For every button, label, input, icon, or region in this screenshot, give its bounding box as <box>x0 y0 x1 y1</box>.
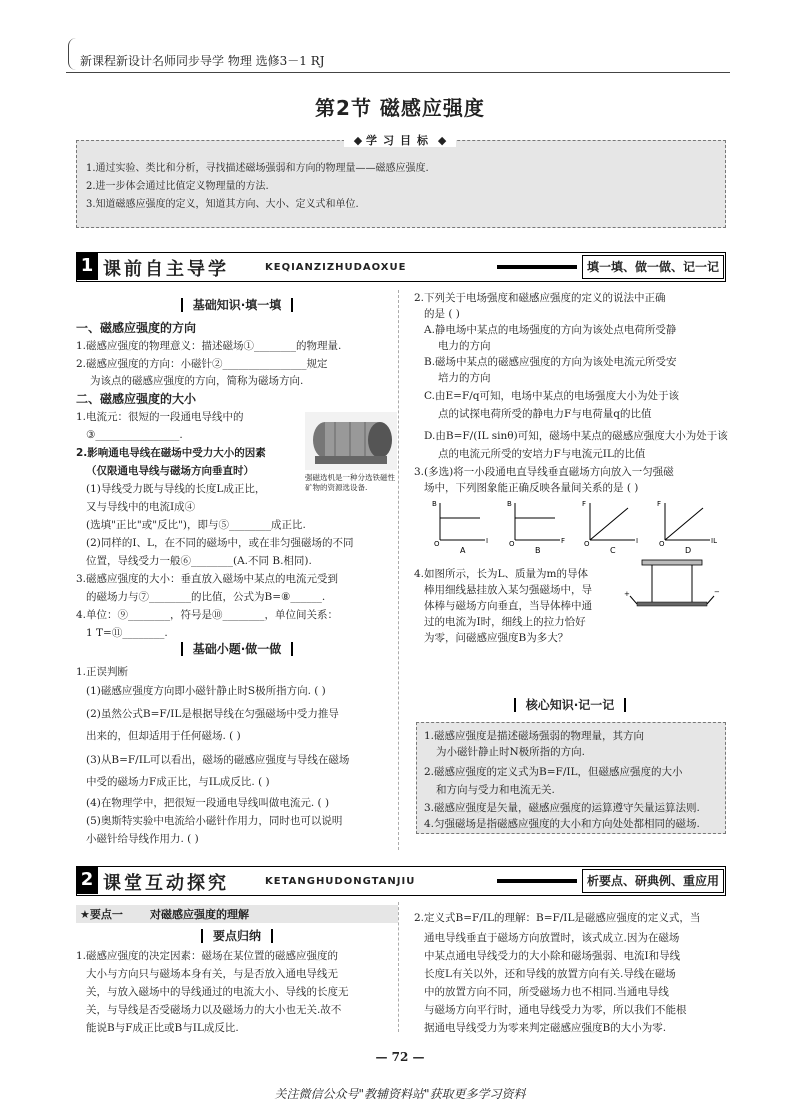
fill-line: 3.磁感应强度的大小：垂直放入磁场中某点的电流元受到 <box>76 573 339 585</box>
section-banner-1 <box>76 252 726 282</box>
goal-item: 1.通过实验、类比和分析，寻找描述磁场强弱和方向的物理量——磁感应强度. <box>86 163 429 174</box>
body-line: 1.磁感应强度的决定因素：磁场在某位置的磁感应强度的 <box>76 950 339 962</box>
exercise-line: (5)奥斯特实验中电流给小磁针作用力，同时也可以说明 <box>86 815 343 827</box>
exercise-line: 1.正误判断 <box>76 666 129 678</box>
body-line: 大小与方向只与磁场本身有关，与是否放入通电导线无 <box>86 968 338 980</box>
key-point-label: ★要点一 <box>80 908 123 921</box>
svg-text:O: O <box>434 540 440 548</box>
svg-text:B: B <box>507 500 512 508</box>
fill-line: 位置，导线受力一般⑥________(A.不同 B.相同). <box>86 555 312 567</box>
question-line: 2.下列关于电场强度和磁感应强度的定义的说法中正确 <box>414 292 666 304</box>
svg-text:F: F <box>657 500 662 508</box>
question-line: 过的电流为I时，细线上的拉力恰好 <box>424 616 586 628</box>
option-line: A.静电场中某点的电场强度的方向为该处点电荷所受静 <box>424 324 677 336</box>
exercise-line: 中受的磁场力F成正比，与IL成反比. ( ) <box>86 776 270 788</box>
graph-label: C <box>610 546 616 554</box>
heading-magnitude: 二、磁感应强度的大小 <box>76 392 197 406</box>
graph-options <box>430 498 720 554</box>
heading-direction: 一、磁感应强度的方向 <box>76 321 197 335</box>
body-line: 与磁场方向平行时，通电导线受力为零，所以我们不能根 <box>424 1004 687 1016</box>
exercise-line: (2)虽然公式B=F/IL是根据导线在匀强磁场中受力推导 <box>86 708 339 720</box>
question-line: 场中，下列图象能正确反映各量间关系的是 ( ) <box>424 482 639 494</box>
goal-item: 3.知道磁感应强度的定义，知道其方向、大小、定义式和单位. <box>86 199 359 210</box>
body-line: 中的放置方向不同，所受磁场力也不相同.当通电导线 <box>424 986 669 998</box>
section-banner-2 <box>76 866 726 896</box>
svg-text:O: O <box>584 540 590 548</box>
fill-line: 2.磁感应强度的方向：小磁针②________________规定 <box>76 358 328 370</box>
learning-goals-head: ◆ 学习目标 ◆ <box>0 132 800 148</box>
fill-line: (1)导线受力既与导线的长度L成正比， <box>86 483 266 495</box>
section-tagline: 填一填、做一做、记一记 <box>582 255 724 279</box>
section-pinyin: KEQIANZIZHUDAOXUE <box>265 262 407 273</box>
column-divider <box>398 290 399 850</box>
fill-line: 4.单位：⑨________，符号是⑩________，单位间关系： <box>76 609 339 621</box>
core-line: 和方向与受力和电流无关. <box>436 784 555 796</box>
section-bar <box>497 879 577 883</box>
footer-note: 关注微信公众号"教辅资料站"获取更多学习资料 <box>274 1087 526 1101</box>
core-line: 3.磁感应强度是矢量，磁感应强度的运算遵守矢量运算法则. <box>424 802 700 814</box>
option-line: D.由B=F/(IL sinθ)可知，磁场中某点的磁感应强度大小为处于该 <box>424 430 728 442</box>
magnetic-separator-photo <box>305 412 397 470</box>
body-line: 中某点通电导线受力的大小除和磁场强弱、电流I和导线 <box>424 950 681 962</box>
basic-knowledge-subhead: 基础知识·填一填 <box>76 296 398 313</box>
svg-text:B: B <box>432 500 437 508</box>
header-curl <box>68 38 77 70</box>
body-line: 能说B与F成正比或B与IL成反比. <box>86 1022 239 1034</box>
page-title: 第2节 磁感应强度 <box>315 96 485 120</box>
column-divider <box>398 902 399 1032</box>
fill-line: 2.影响通电导线在磁场中受力大小的因素 <box>76 447 266 459</box>
body-line: 关，与导线是否受磁场力以及磁场力的大小也无关.故不 <box>86 1004 342 1016</box>
fill-line: （仅限通电导线与磁场方向垂直时） <box>86 465 254 477</box>
graph-label: D <box>685 546 692 554</box>
graph-label: A <box>460 546 466 554</box>
svg-text:−: − <box>714 588 720 596</box>
body-line: 据通电导线受力为零来判定磁感应强度B的大小为零. <box>424 1022 667 1034</box>
running-header: 新课程新设计名师同步导学 物理 选修3－1 RJ <box>80 54 325 68</box>
body-line: 通电导线垂直于磁场方向放置时，该式成立.因为在磁场 <box>424 932 680 944</box>
key-point-title: 对磁感应强度的理解 <box>150 908 249 921</box>
fill-line: 1.磁感应强度的物理意义：描述磁场①________的物理量. <box>76 340 342 352</box>
option-line: 点的电流元所受的安培力F与电流元IL的比值 <box>438 448 646 460</box>
svg-text:O: O <box>659 540 665 548</box>
option-line: 电力的方向 <box>438 340 491 352</box>
basic-exercise-subhead: 基础小题·做一做 <box>76 640 398 657</box>
graph-b <box>507 500 565 548</box>
exercise-line: 出来的，但却适用于任何磁场. ( ) <box>86 730 241 742</box>
fill-line: (选填"正比"或"反比")，即与⑤________成正比. <box>86 519 306 531</box>
exercise-line: (3)从B=F/IL可以看出，磁场的磁感应强度与导线在磁场 <box>86 754 350 766</box>
section-tagline: 析要点、研典例、重应用 <box>582 869 724 893</box>
svg-text:IL: IL <box>711 537 717 545</box>
hanging-rod-figure <box>622 558 724 618</box>
fill-line: (2)同样的I、L，在不同的磁场中，或在非匀强磁场的不同 <box>86 537 354 549</box>
section-name: 课堂互动探究 <box>103 873 229 894</box>
section-number: 1 <box>76 252 98 280</box>
fill-line: 1 T=⑪________. <box>86 627 168 639</box>
graph-a <box>432 500 488 548</box>
core-line: 1.磁感应强度是描述磁场强弱的物理量，其方向 <box>424 730 645 742</box>
svg-text:O: O <box>509 540 515 548</box>
option-line: C.由E=F/q可知，电场中某点的电场强度大小为处于该 <box>424 390 680 402</box>
question-line: 的是 ( ) <box>424 308 460 320</box>
fill-line: 1.电流元：很短的一段通电导线中的 <box>76 411 244 423</box>
goal-item: 2.进一步体会通过比值定义物理量的方法. <box>86 181 269 192</box>
key-summary-subhead: 要点归纳 <box>76 927 398 944</box>
body-line: 2.定义式B=F/IL的理解：B=F/IL是磁感应强度的定义式，当 <box>414 912 701 924</box>
graph-label: B <box>535 546 541 554</box>
photo-caption: 强磁选机是一种分选铁磁性矿物的资源选设备. <box>305 473 395 492</box>
option-line: 培力的方向 <box>438 372 491 384</box>
option-line: B.磁场中某点的磁感应强度的方向为该处电流元所受安 <box>424 356 677 368</box>
section-name: 课前自主导学 <box>103 259 229 280</box>
svg-text:F: F <box>582 500 587 508</box>
fill-line: 为该点的磁感应强度的方向，简称为磁场方向. <box>90 375 304 387</box>
question-line: 体棒与磁场方向垂直，当导体棒中通 <box>424 600 592 612</box>
graph-c <box>582 500 638 548</box>
fill-line: ③________________. <box>86 429 183 441</box>
svg-text:+: + <box>624 590 630 598</box>
exercise-line: (4)在物理学中，把很短一段通电导线叫做电流元. ( ) <box>86 797 330 809</box>
exercise-line: 小磁针给导线作用力. ( ) <box>86 833 199 845</box>
section-number: 2 <box>76 866 98 894</box>
fill-line: 的磁场力与⑦________的比值，公式为B=⑧______. <box>86 591 326 603</box>
page-number: — 72 — <box>375 1050 425 1064</box>
section-bar <box>497 265 577 269</box>
header-rule <box>66 72 730 73</box>
exercise-line: (1)磁感应强度方向即小磁针静止时S极所指方向. ( ) <box>86 685 326 697</box>
body-line: 关，与放入磁场中的导线通过的电流大小、导线的长度无 <box>86 986 349 998</box>
core-knowledge-subhead: 核心知识·记一记 <box>416 696 724 713</box>
svg-text:I: I <box>636 537 639 545</box>
question-line: 棒用细线悬挂放入某匀强磁场中，导 <box>424 584 592 596</box>
section-pinyin: KETANGHUDONGTANJIU <box>265 876 416 887</box>
question-line: 3.(多选)将一小段通电直导线垂直磁场方向放入一匀强磁 <box>414 466 674 478</box>
core-line: 为小磁针静止时N极所指的方向. <box>436 746 586 758</box>
fill-line: 又与导线中的电流I成④ <box>86 501 196 513</box>
option-line: 点的试探电荷所受的静电力F与电荷量q的比值 <box>438 408 652 420</box>
question-line: 为零，问磁感应强度B为多大？ <box>424 632 569 644</box>
core-line: 2.磁感应强度的定义式为B=F/IL，但磁感应强度的大小 <box>424 766 683 778</box>
core-line: 4.匀强磁场是指磁感应强度的大小和方向处处都相同的磁场. <box>424 818 700 830</box>
svg-text:F: F <box>561 537 566 545</box>
graph-d <box>657 500 717 548</box>
body-line: 长度L有关以外，还和导线的放置方向有关.导线在磁场 <box>424 968 676 980</box>
svg-text:I: I <box>486 537 489 545</box>
question-line: 4.如图所示，长为L、质量为m的导体 <box>414 568 588 580</box>
